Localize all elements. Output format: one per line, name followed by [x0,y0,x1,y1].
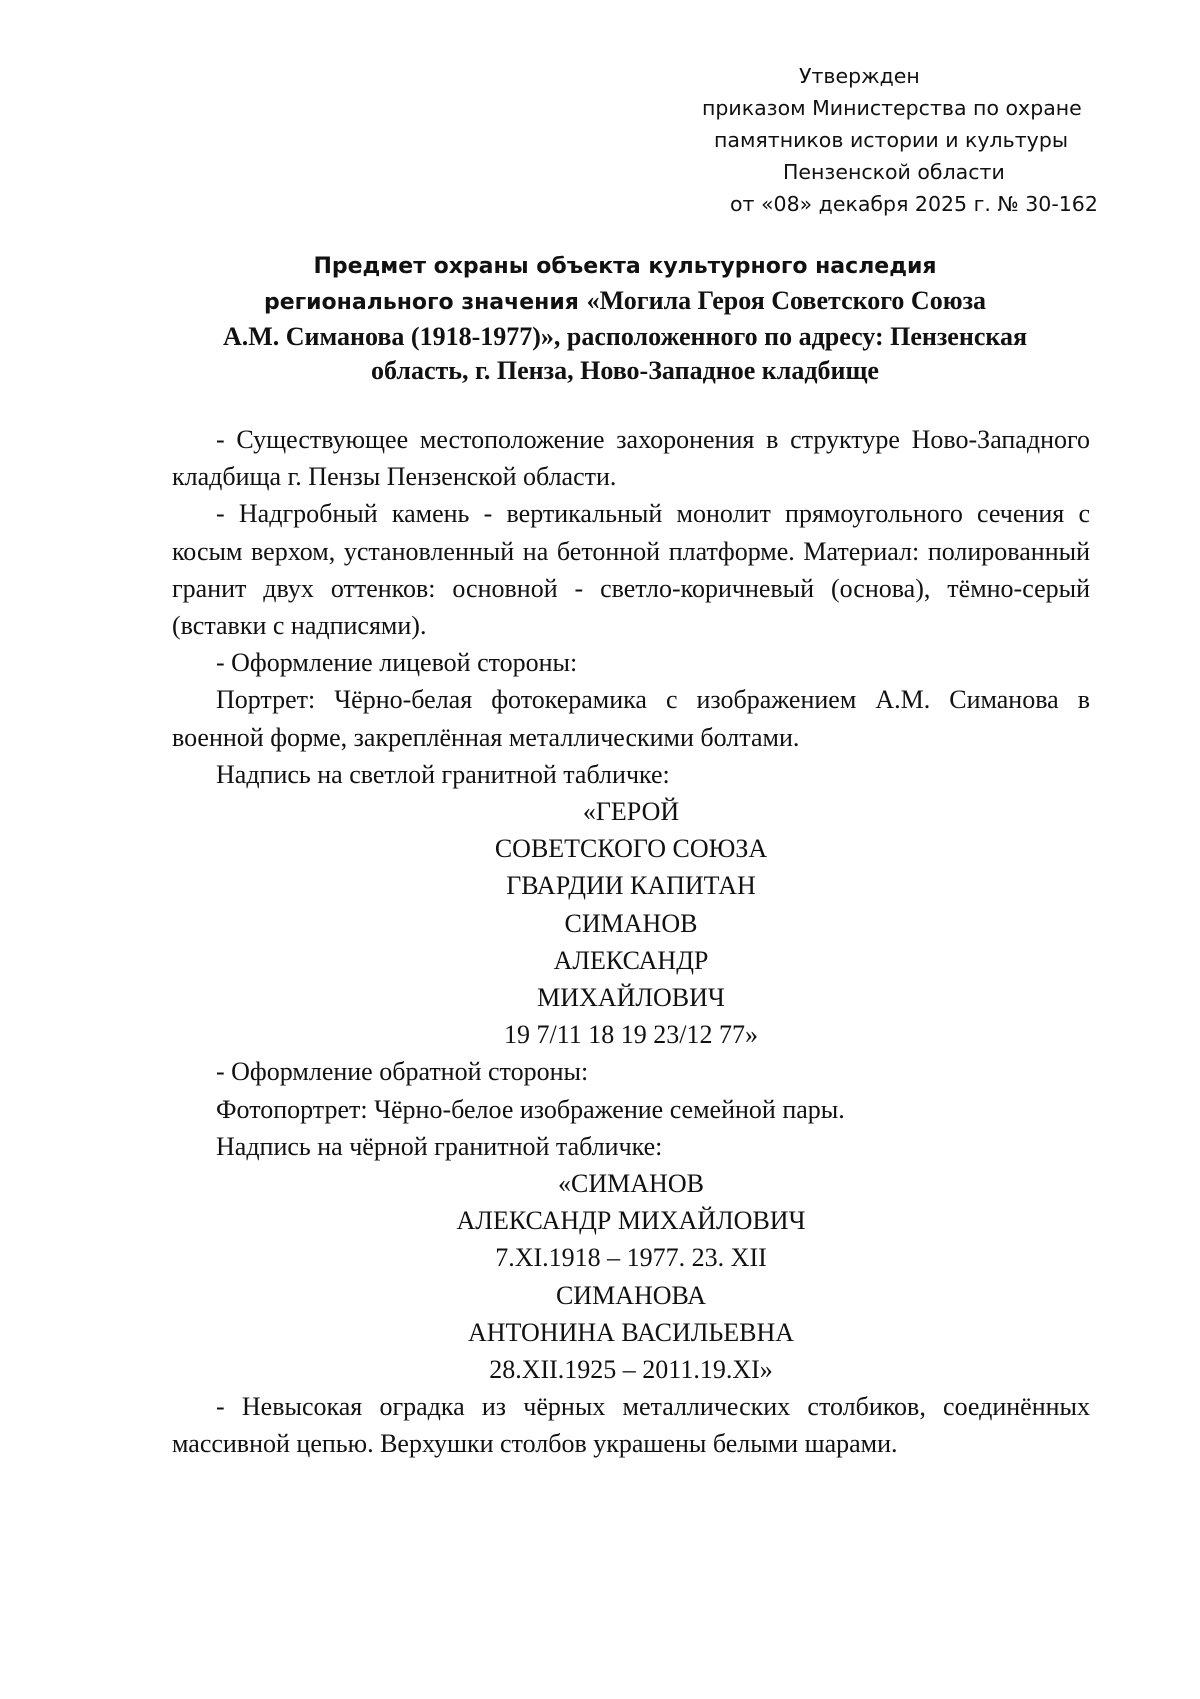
inscription-line: АЛЕКСАНДР МИХАЙЛОВИЧ [456,1206,806,1236]
back-inscription [172,1165,1090,1388]
paragraph-tombstone: - Надгробный камень - вертикальный монолит прямоугольного сечения с косым верхом, установленный на бетонной платформе. Материал: полированный гранит двух оттенков: основной - светло-коричневый (основа), тёмно-серый (вставки с надписями). [172,499,1090,641]
approval-line: от «08» декабря 2025 г. № 30-162 [730,192,1098,216]
paragraph-back-plate: Надпись на чёрной гранитной табличке: [216,1131,663,1161]
document-title [160,250,1090,388]
inscription-line: СИМАНОВА [555,1280,707,1310]
title-line: область, г. Пенза, Ново-Западное кладбище [371,356,879,385]
approval-line: памятников истории и культуры [714,128,1069,152]
paragraph-location: - Существующее местоположение захоронения в структуре Ново-Западного кладбища г. Пензы Пензенской области. [172,425,1090,492]
approval-line: Пензенской области [783,160,1005,184]
document-body [172,421,1090,1463]
approval-stamp [640,60,1200,220]
paragraph-photo-portrait: Фотопортрет: Чёрно-белое изображение семейной пары. [216,1094,845,1124]
inscription-line: СИМАНОВ [564,908,698,938]
approval-line: Утвержден [799,64,920,88]
inscription-line: АЛЕКСАНДР [553,945,709,975]
approval-line: приказом Министерства по охране [702,96,1082,120]
paragraph-back-side: - Оформление обратной стороны: [216,1057,589,1087]
inscription-line: «ГЕРОЙ [582,797,680,827]
inscription-line: ГВАРДИИ КАПИТАН [506,871,756,901]
title-line: Предмет охраны объекта культурного наследия [313,254,937,279]
inscription-line: СОВЕТСКОГО СОЮЗА [494,834,768,864]
title-fragment: регионального значения [263,290,587,315]
inscription-line: «СИМАНОВ [558,1169,704,1199]
inscription-line: 7.XI.1918 – 1977. 23. XII [495,1243,767,1273]
paragraph-front-plate: Надпись на светлой гранитной табличке: [216,759,670,789]
inscription-line: АНТОНИНА ВАСИЛЬЕВНА [467,1317,795,1347]
inscription-line: 19 7/11 18 19 23/12 77» [504,1020,758,1050]
inscription-line: 28.XII.1925 – 2011.19.XI» [489,1355,773,1385]
title-fragment: «Могила Героя Советского Союза [586,286,987,315]
inscription-line: МИХАЙЛОВИЧ [537,983,725,1013]
paragraph-fence: - Невысокая оградка из чёрных металлических столбиков, соединённых массивной цепью. Верхушки столбов украшены белыми шарами. [172,1392,1090,1459]
front-inscription [172,793,1090,1053]
paragraph-front-side: - Оформление лицевой стороны: [216,648,578,678]
title-line [160,284,1090,320]
title-line: А.М. Симанова (1918-1977)», расположенного по адресу: Пензенская [222,322,1028,351]
paragraph-portrait: Портрет: Чёрно-белая фотокерамика с изображением А.М. Симанова в военной форме, закреплённая металлическими болтами. [172,685,1090,752]
